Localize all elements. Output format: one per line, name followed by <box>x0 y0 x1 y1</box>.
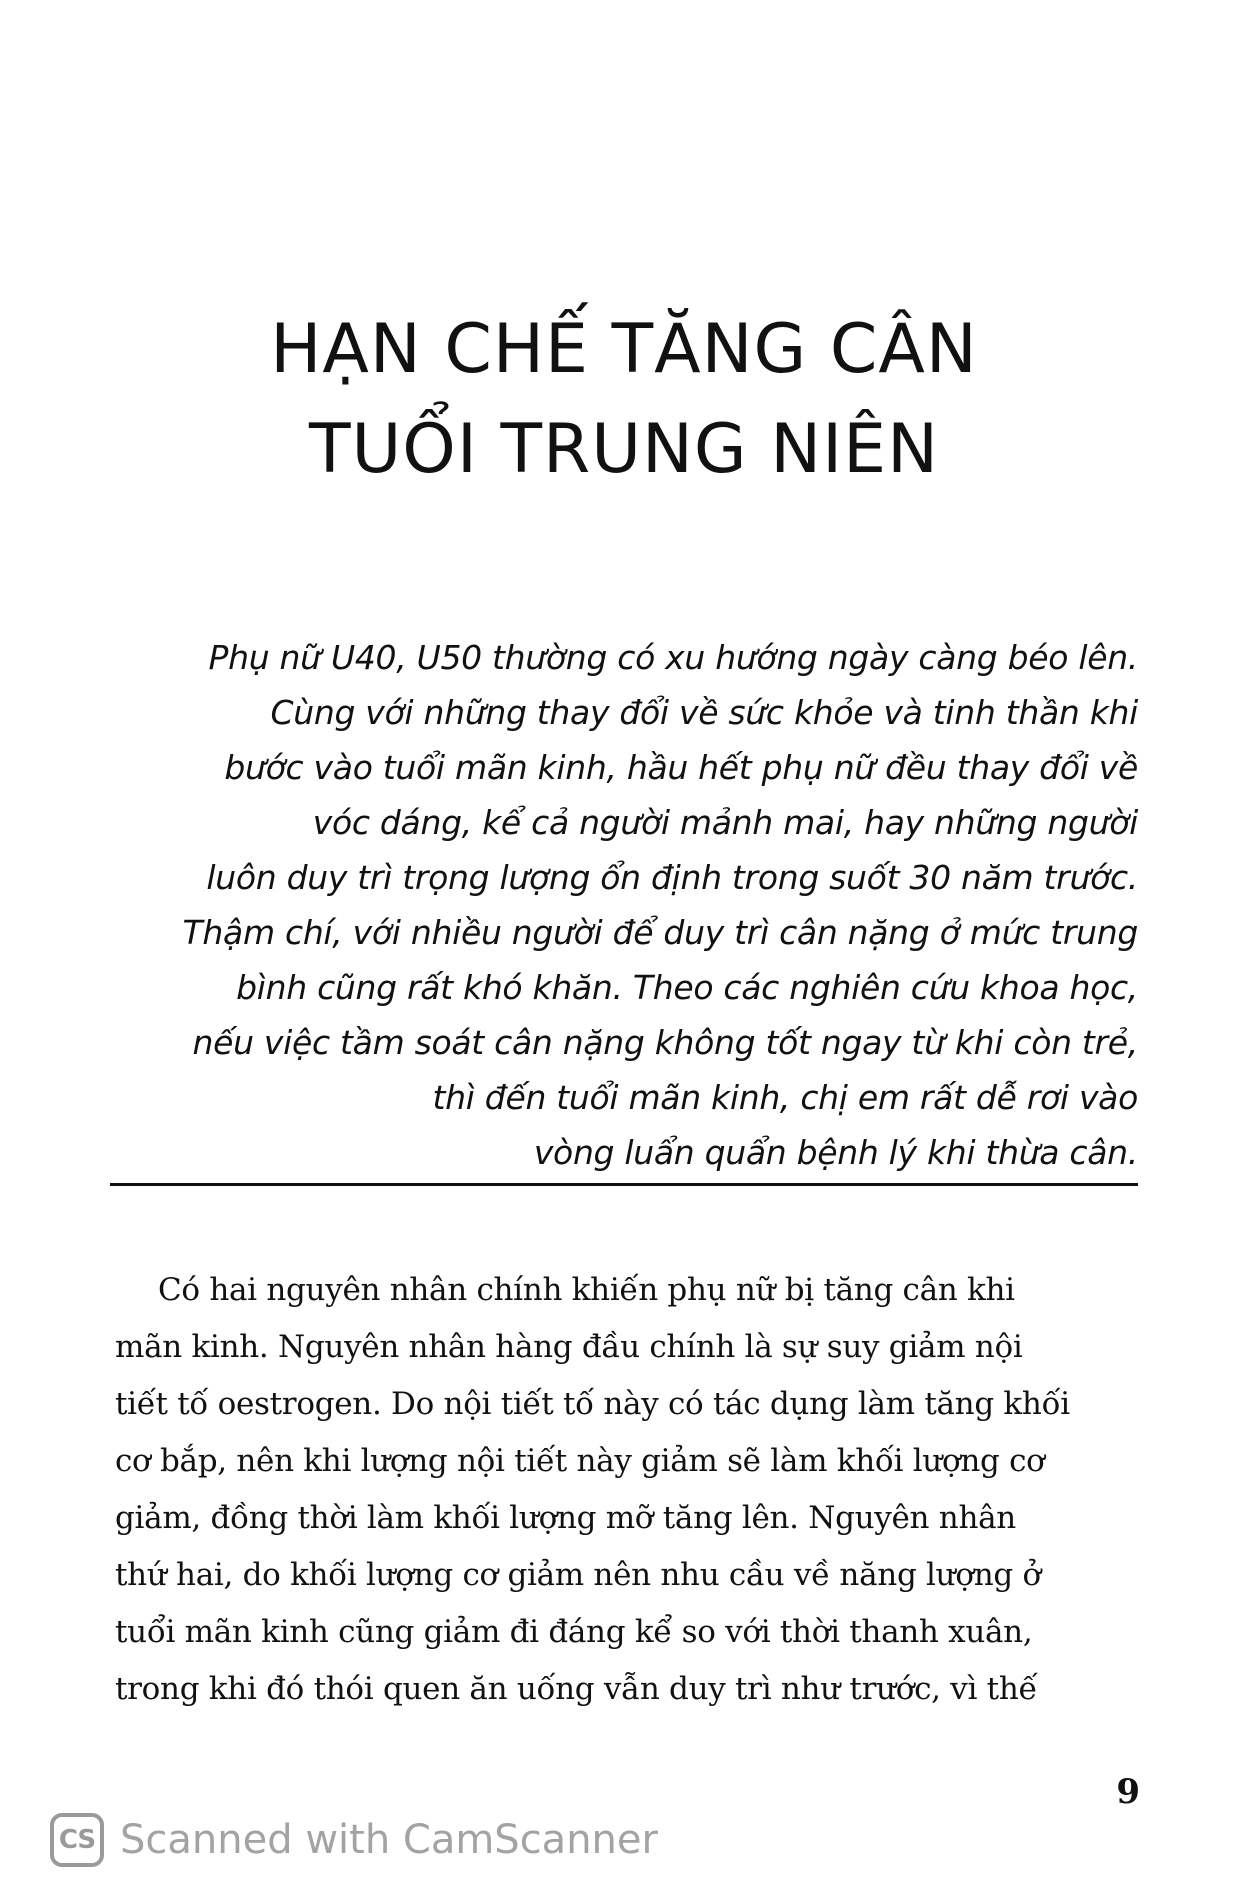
lead-line: nếu việc tầm soát cân nặng không tốt ngay từ khi còn trẻ, <box>192 1023 1138 1062</box>
body-line: cơ bắp, nên khi lượng nội tiết này giảm sẽ làm khối lượng cơ <box>115 1443 1045 1479</box>
body-line: mãn kinh. Nguyên nhân hàng đầu chính là sự suy giảm nội <box>115 1329 1023 1365</box>
body-line: tiết tố oestrogen. Do nội tiết tố này có tác dụng làm tăng khối <box>115 1386 1070 1422</box>
body-line: Có hai nguyên nhân chính khiến phụ nữ bị tăng cân khi <box>158 1272 1015 1308</box>
watermark-text: Scanned with CamScanner <box>120 1817 658 1863</box>
lead-line: bước vào tuổi mãn kinh, hầu hết phụ nữ đều thay đổi về <box>224 748 1138 787</box>
lead-line: Thậm chí, với nhiều người để duy trì cân nặng ở mức trung <box>182 913 1138 952</box>
body-line: tuổi mãn kinh cũng giảm đi đáng kể so với thời thanh xuân, <box>115 1614 1033 1650</box>
camscanner-logo-icon: CS <box>50 1813 104 1867</box>
chapter-title <box>0 300 1248 500</box>
lead-line: Cùng với những thay đổi về sức khỏe và tinh thần khi <box>270 693 1138 732</box>
chapter-title-line-1: HẠN CHẾ TĂNG CÂN <box>270 310 978 389</box>
chapter-title-line-2: TUỔI TRUNG NIÊN <box>309 410 939 489</box>
body-paragraph <box>115 1262 1138 1718</box>
lead-line: vòng luẩn quẩn bệnh lý khi thừa cân. <box>533 1133 1138 1172</box>
camscanner-watermark <box>50 1810 658 1870</box>
body-line: giảm, đồng thời làm khối lượng mỡ tăng lên. Nguyên nhân <box>115 1500 1016 1536</box>
lead-paragraph <box>130 630 1138 1180</box>
page-number: 9 <box>1116 1772 1140 1812</box>
body-line: trong khi đó thói quen ăn uống vẫn duy trì như trước, vì thế <box>115 1671 1038 1707</box>
lead-line: bình cũng rất khó khăn. Theo các nghiên cứu khoa học, <box>236 968 1138 1007</box>
lead-line: vóc dáng, kể cả người mảnh mai, hay những người <box>312 803 1138 842</box>
section-divider <box>110 1183 1138 1186</box>
lead-line: luôn duy trì trọng lượng ổn định trong suốt 30 năm trước. <box>206 858 1138 897</box>
body-line: thứ hai, do khối lượng cơ giảm nên nhu cầu về năng lượng ở <box>115 1557 1041 1593</box>
lead-line: thì đến tuổi mãn kinh, chị em rất dễ rơi vào <box>432 1078 1138 1117</box>
lead-line: Phụ nữ U40, U50 thường có xu hướng ngày càng béo lên. <box>208 638 1138 677</box>
